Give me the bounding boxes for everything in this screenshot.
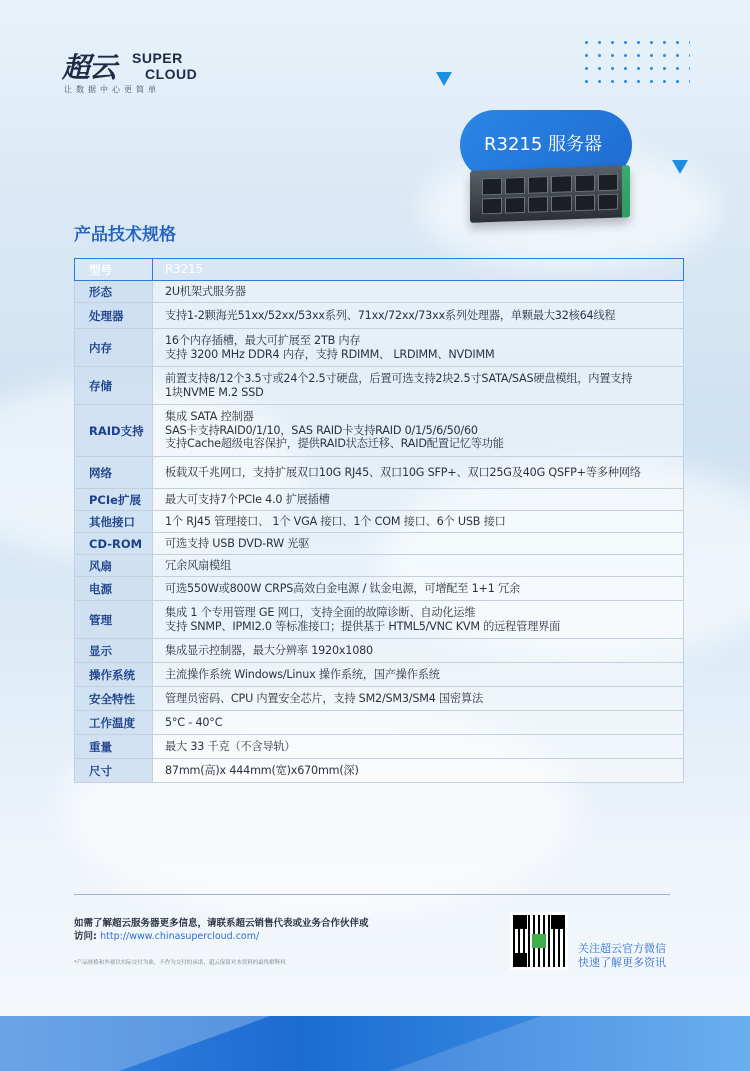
spec-row bbox=[75, 533, 684, 555]
spec-row bbox=[75, 759, 684, 783]
spec-key: 形态 bbox=[75, 281, 153, 303]
spec-value bbox=[153, 303, 684, 329]
spec-value-line: 5°C - 40°C bbox=[165, 715, 223, 729]
product-badge-label: R3215 服务器 bbox=[484, 134, 603, 155]
spec-row bbox=[75, 511, 684, 533]
spec-row bbox=[75, 303, 684, 329]
qr-caption-line-1: 关注超云官方微信 bbox=[578, 942, 666, 955]
logo-slogan: 让数据中心更简单 bbox=[64, 85, 160, 94]
bottom-decorative-band bbox=[0, 1016, 750, 1071]
spec-row bbox=[75, 281, 684, 303]
spec-value-line: 板载双千兆网口，支持扩展双口10G RJ45、双口10G SFP+、双口25G及40G QSFP+等多种网络 bbox=[165, 465, 641, 479]
spec-value-line: 可选支持 USB DVD-RW 光驱 bbox=[165, 536, 310, 550]
server-product-image bbox=[470, 165, 630, 223]
visit-label: 访问: bbox=[74, 931, 97, 942]
spec-key: 管理 bbox=[75, 601, 153, 639]
spec-value-line: 支持Cache超级电容保护，提供RAID状态迁移、RAID配置记忆等功能 bbox=[165, 437, 504, 451]
spec-value-line: 支持1-2颗海光51xx/52xx/53xx系列、71xx/72xx/73xx系列处理器，单颗最大32核64线程 bbox=[165, 308, 616, 322]
spec-value bbox=[153, 511, 684, 533]
spec-value bbox=[153, 663, 684, 687]
spec-value-line: 16个内存插槽，最大可扩展至 2TB 内存 bbox=[165, 334, 361, 347]
spec-value bbox=[153, 687, 684, 711]
spec-key: 网络 bbox=[75, 457, 153, 489]
spec-value bbox=[153, 259, 684, 281]
spec-row bbox=[75, 735, 684, 759]
spec-key: 重量 bbox=[75, 735, 153, 759]
spec-value-line: 主流操作系统 Windows/Linux 操作系统，国产操作系统 bbox=[165, 667, 440, 681]
fine-print: *产品规格和外观以实际交付为准，不作为交付的承诺，超云保留对本资料的最终解释权 bbox=[74, 960, 286, 966]
logo-name-cn: 超云 bbox=[62, 51, 117, 84]
spec-row bbox=[75, 711, 684, 735]
server-drive-bays bbox=[482, 174, 618, 215]
qr-caption bbox=[578, 942, 666, 970]
spec-value-line: 支持 3200 MHz DDR4 内存，支持 RDIMM、 LRDIMM、NVDIMM bbox=[165, 347, 495, 361]
spec-value-line: 最大可支持7个PCIe 4.0 扩展插槽 bbox=[165, 492, 330, 506]
spec-value-line: 1块NVME M.2 SSD bbox=[165, 385, 264, 399]
spec-key: 内存 bbox=[75, 329, 153, 367]
spec-value-line: 可选550W或800W CRPS高效白金电源 / 钛金电源，可增配至 1+1 冗余 bbox=[165, 581, 520, 595]
spec-value bbox=[153, 555, 684, 577]
spec-key: 电源 bbox=[75, 577, 153, 601]
spec-value bbox=[153, 639, 684, 663]
spec-value-line: 前置支持8/12个3.5寸或24个2.5寸硬盘，后置可选支持2块2.5寸SATA/SAS硬盘模组，内置支持 bbox=[165, 372, 633, 385]
spec-value bbox=[153, 735, 684, 759]
spec-key: 尺寸 bbox=[75, 759, 153, 783]
qr-caption-line-2: 快速了解更多资讯 bbox=[578, 956, 666, 969]
spec-key: CD-ROM bbox=[75, 533, 153, 555]
footer-contact bbox=[74, 917, 369, 943]
spec-value bbox=[153, 759, 684, 783]
spec-table bbox=[74, 258, 684, 783]
spec-key: 显示 bbox=[75, 639, 153, 663]
spec-row bbox=[75, 457, 684, 489]
spec-key: PCIe扩展 bbox=[75, 489, 153, 511]
spec-value bbox=[153, 457, 684, 489]
spec-key: 工作温度 bbox=[75, 711, 153, 735]
spec-value-line: 冗余风扇模组 bbox=[165, 558, 231, 572]
spec-row bbox=[75, 259, 684, 281]
spec-value-line: 2U机架式服务器 bbox=[165, 284, 246, 298]
spec-row bbox=[75, 663, 684, 687]
contact-text: 如需了解超云服务器更多信息，请联系超云销售代表或业务合作伙伴或 bbox=[74, 918, 369, 929]
spec-value-line: 集成显示控制器，最大分辨率 1920x1080 bbox=[165, 643, 373, 657]
spec-key: 操作系统 bbox=[75, 663, 153, 687]
decorative-triangle-icon bbox=[672, 160, 688, 174]
spec-value-line: SAS卡支持RAID0/1/10，SAS RAID卡支持RAID 0/1/5/6/50/60 bbox=[165, 423, 478, 437]
decorative-dot-grid bbox=[580, 36, 690, 92]
spec-value-line: 支持 SNMP、IPMI2.0 等标准接口；提供基于 HTML5/VNC KVM 的远程管理界面 bbox=[165, 619, 561, 633]
spec-value-line: R3215 bbox=[165, 261, 203, 276]
spec-row bbox=[75, 687, 684, 711]
wechat-logo-icon bbox=[532, 934, 546, 948]
spec-value-line: 1个 RJ45 管理接口、 1个 VGA 接口、1个 COM 接口、6个 USB 接口 bbox=[165, 514, 506, 528]
spec-row bbox=[75, 405, 684, 457]
spec-key: 处理器 bbox=[75, 303, 153, 329]
spec-row bbox=[75, 577, 684, 601]
spec-value bbox=[153, 405, 684, 457]
spec-row bbox=[75, 639, 684, 663]
spec-value bbox=[153, 329, 684, 367]
spec-value bbox=[153, 489, 684, 511]
spec-row bbox=[75, 367, 684, 405]
spec-value-line: 最大 33 千克（不含导轨） bbox=[165, 739, 296, 753]
spec-value-line: 集成 1 个专用管理 GE 网口，支持全面的故障诊断、自动化运维 bbox=[165, 606, 476, 619]
spec-row bbox=[75, 329, 684, 367]
spec-key: RAID支持 bbox=[75, 405, 153, 457]
spec-value bbox=[153, 711, 684, 735]
spec-value bbox=[153, 601, 684, 639]
spec-key: 风扇 bbox=[75, 555, 153, 577]
spec-row bbox=[75, 489, 684, 511]
spec-value bbox=[153, 533, 684, 555]
spec-key: 安全特性 bbox=[75, 687, 153, 711]
footer-divider bbox=[74, 894, 670, 895]
section-title: 产品技术规格 bbox=[74, 225, 176, 245]
spec-key: 存储 bbox=[75, 367, 153, 405]
decorative-triangle-icon bbox=[436, 72, 452, 86]
spec-row bbox=[75, 555, 684, 577]
spec-key: 型号 bbox=[75, 259, 153, 281]
spec-row bbox=[75, 601, 684, 639]
spec-value-line: 集成 SATA 控制器 bbox=[165, 410, 254, 424]
spec-value bbox=[153, 367, 684, 405]
spec-value bbox=[153, 281, 684, 303]
website-link[interactable]: http://www.chinasupercloud.com/ bbox=[100, 931, 260, 942]
brand-logo bbox=[62, 42, 202, 102]
logo-name-en-1: SUPER bbox=[132, 50, 183, 66]
spec-value-line: 87mm(高)x 444mm(宽)x670mm(深) bbox=[165, 763, 359, 777]
spec-value-line: 管理员密码、CPU 内置安全芯片，支持 SM2/SM3/SM4 国密算法 bbox=[165, 691, 483, 705]
wechat-qr-code[interactable] bbox=[510, 912, 568, 970]
spec-key: 其他接口 bbox=[75, 511, 153, 533]
spec-value bbox=[153, 577, 684, 601]
logo-name-en-2: CLOUD bbox=[145, 66, 198, 82]
